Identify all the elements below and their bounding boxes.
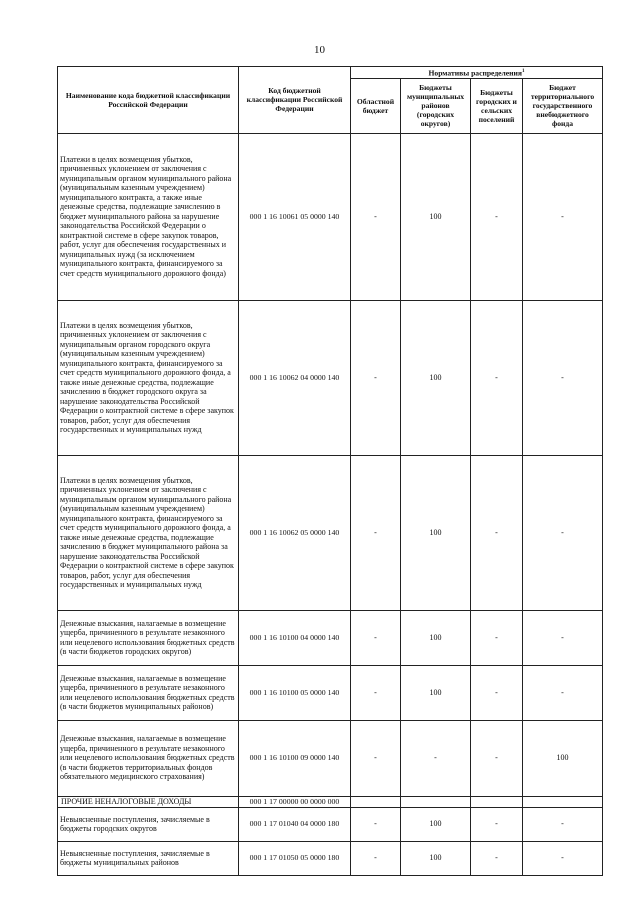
row-urban-value: - (471, 720, 523, 796)
row-name: Платежи в целях возмещения убытков, причиненных уклонением от заключения с муниципальным органом муниципального района (муниципальным казенным учреждением) муниципального контракта, финансируемого за счет средств муниципального дорожного фонда, а также иные денежные средства, подлежащие зачислению в бюджет муниципального района за нарушение законодательства Российской Федерации о контрактной системе в сфере закупок товаров, работ, услуг для обеспечения государственных и муниципальных нужд (58, 455, 239, 610)
row-name: Платежи в целях возмещения убытков, причиненных уклонением от заключения с муниципальным органом муниципального района (муниципальным казенным учреждением) муниципального контракта, а также иные денежные средства, подлежащие зачислению в бюджет муниципального района за нарушение законодательства Российской Федерации о контрактной системе в сфере закупок товаров, работ, услуг для обеспечения государственных и муниципальных нужд (за исключением муниципального контракта, финансируемого за счет средств муниципального дорожного фонда) (58, 133, 239, 300)
row-fund-value: - (523, 455, 603, 610)
table-row (58, 720, 603, 796)
row-oblast-value: - (351, 610, 401, 665)
row-code: 000 1 16 10061 05 0000 140 (239, 133, 351, 300)
header-oblast-budget: Областной бюджет (351, 78, 401, 133)
row-urban-value (471, 796, 523, 807)
row-code: 000 1 16 10100 05 0000 140 (239, 665, 351, 720)
table-row (58, 841, 603, 875)
row-fund-value: 100 (523, 720, 603, 796)
row-fund-value: - (523, 807, 603, 841)
row-municipal-value: 100 (401, 133, 471, 300)
table-row (58, 665, 603, 720)
row-oblast-value: - (351, 720, 401, 796)
header-code-column: Код бюджетной классификации Российской Федерации (239, 67, 351, 134)
table-row (58, 300, 603, 455)
row-municipal-value: 100 (401, 841, 471, 875)
footnote-marker: 1 (522, 69, 525, 74)
row-oblast-value: - (351, 133, 401, 300)
row-municipal-value: 100 (401, 665, 471, 720)
row-oblast-value: - (351, 807, 401, 841)
table-row (58, 133, 603, 300)
row-code: 000 1 16 10100 04 0000 140 (239, 610, 351, 665)
table-row (58, 796, 603, 807)
row-urban-value: - (471, 133, 523, 300)
header-municipal-budgets: Бюджеты муниципальных районов (городских округов) (401, 78, 471, 133)
row-urban-value: - (471, 807, 523, 841)
row-municipal-value: - (401, 720, 471, 796)
table-row (58, 455, 603, 610)
row-name: Невыясненные поступления, зачисляемые в бюджеты муниципальных районов (58, 841, 239, 875)
row-name: Денежные взыскания, налагаемые в возмещение ущерба, причиненного в результате незаконного или нецелевого использования бюджетных средств (в части бюджетов территориальных фондов обязательного медицинского страхования) (58, 720, 239, 796)
row-urban-value: - (471, 610, 523, 665)
row-fund-value: - (523, 610, 603, 665)
row-urban-value: - (471, 665, 523, 720)
header-normatives (351, 67, 603, 79)
header-extrabudgetary-fund: Бюджет территориального государственного внебюджетного фонда (523, 78, 603, 133)
table-row (58, 807, 603, 841)
row-urban-value: - (471, 300, 523, 455)
row-municipal-value (401, 796, 471, 807)
row-name: Денежные взыскания, налагаемые в возмещение ущерба, причиненного в результате незаконного или нецелевого использования бюджетных средств (в части бюджетов городских округов) (58, 610, 239, 665)
row-urban-value: - (471, 455, 523, 610)
page-number: 10 (314, 44, 325, 56)
row-municipal-value: 100 (401, 807, 471, 841)
row-urban-value: - (471, 841, 523, 875)
table-row (58, 610, 603, 665)
row-name: Платежи в целях возмещения убытков, причиненных уклонением от заключения с муниципальным органом городского округа (муниципальным казенным учреждением) муниципального контракта, финансируемого за счет средств муниципального дорожного фонда, а также иные денежные средства, подлежащие зачислению в бюджет городского округа за нарушение законодательства Российской Федерации о контрактной системе в сфере закупок товаров, работ, услуг для обеспечения государственных и муниципальных нужд (58, 300, 239, 455)
row-fund-value: - (523, 133, 603, 300)
header-normatives-label: Нормативы распределения (428, 68, 523, 78)
row-municipal-value: 100 (401, 455, 471, 610)
category-name: ПРОЧИЕ НЕНАЛОГОВЫЕ ДОХОДЫ (58, 796, 239, 807)
row-code: 000 1 17 01040 04 0000 180 (239, 807, 351, 841)
row-code: 000 1 16 10100 09 0000 140 (239, 720, 351, 796)
row-municipal-value: 100 (401, 610, 471, 665)
budget-classification-table (57, 66, 603, 876)
row-name: Денежные взыскания, налагаемые в возмещение ущерба, причиненного в результате незаконного или нецелевого использования бюджетных средств (в части бюджетов муниципальных районов) (58, 665, 239, 720)
row-municipal-value: 100 (401, 300, 471, 455)
row-oblast-value: - (351, 455, 401, 610)
header-name-column: Наименование кода бюджетной классификации Российской Федерации (58, 67, 239, 134)
row-oblast-value: - (351, 300, 401, 455)
row-oblast-value: - (351, 665, 401, 720)
row-fund-value (523, 796, 603, 807)
row-code: 000 1 16 10062 05 0000 140 (239, 455, 351, 610)
header-settlement-budgets: Бюджеты городских и сельских поселений (471, 78, 523, 133)
row-code: 000 1 17 01050 05 0000 180 (239, 841, 351, 875)
row-code: 000 1 16 10062 04 0000 140 (239, 300, 351, 455)
row-oblast-value (351, 796, 401, 807)
row-fund-value: - (523, 665, 603, 720)
row-oblast-value: - (351, 841, 401, 875)
row-code: 000 1 17 00000 00 0000 000 (239, 796, 351, 807)
row-name: Невыясненные поступления, зачисляемые в бюджеты городских округов (58, 807, 239, 841)
row-fund-value: - (523, 841, 603, 875)
row-fund-value: - (523, 300, 603, 455)
